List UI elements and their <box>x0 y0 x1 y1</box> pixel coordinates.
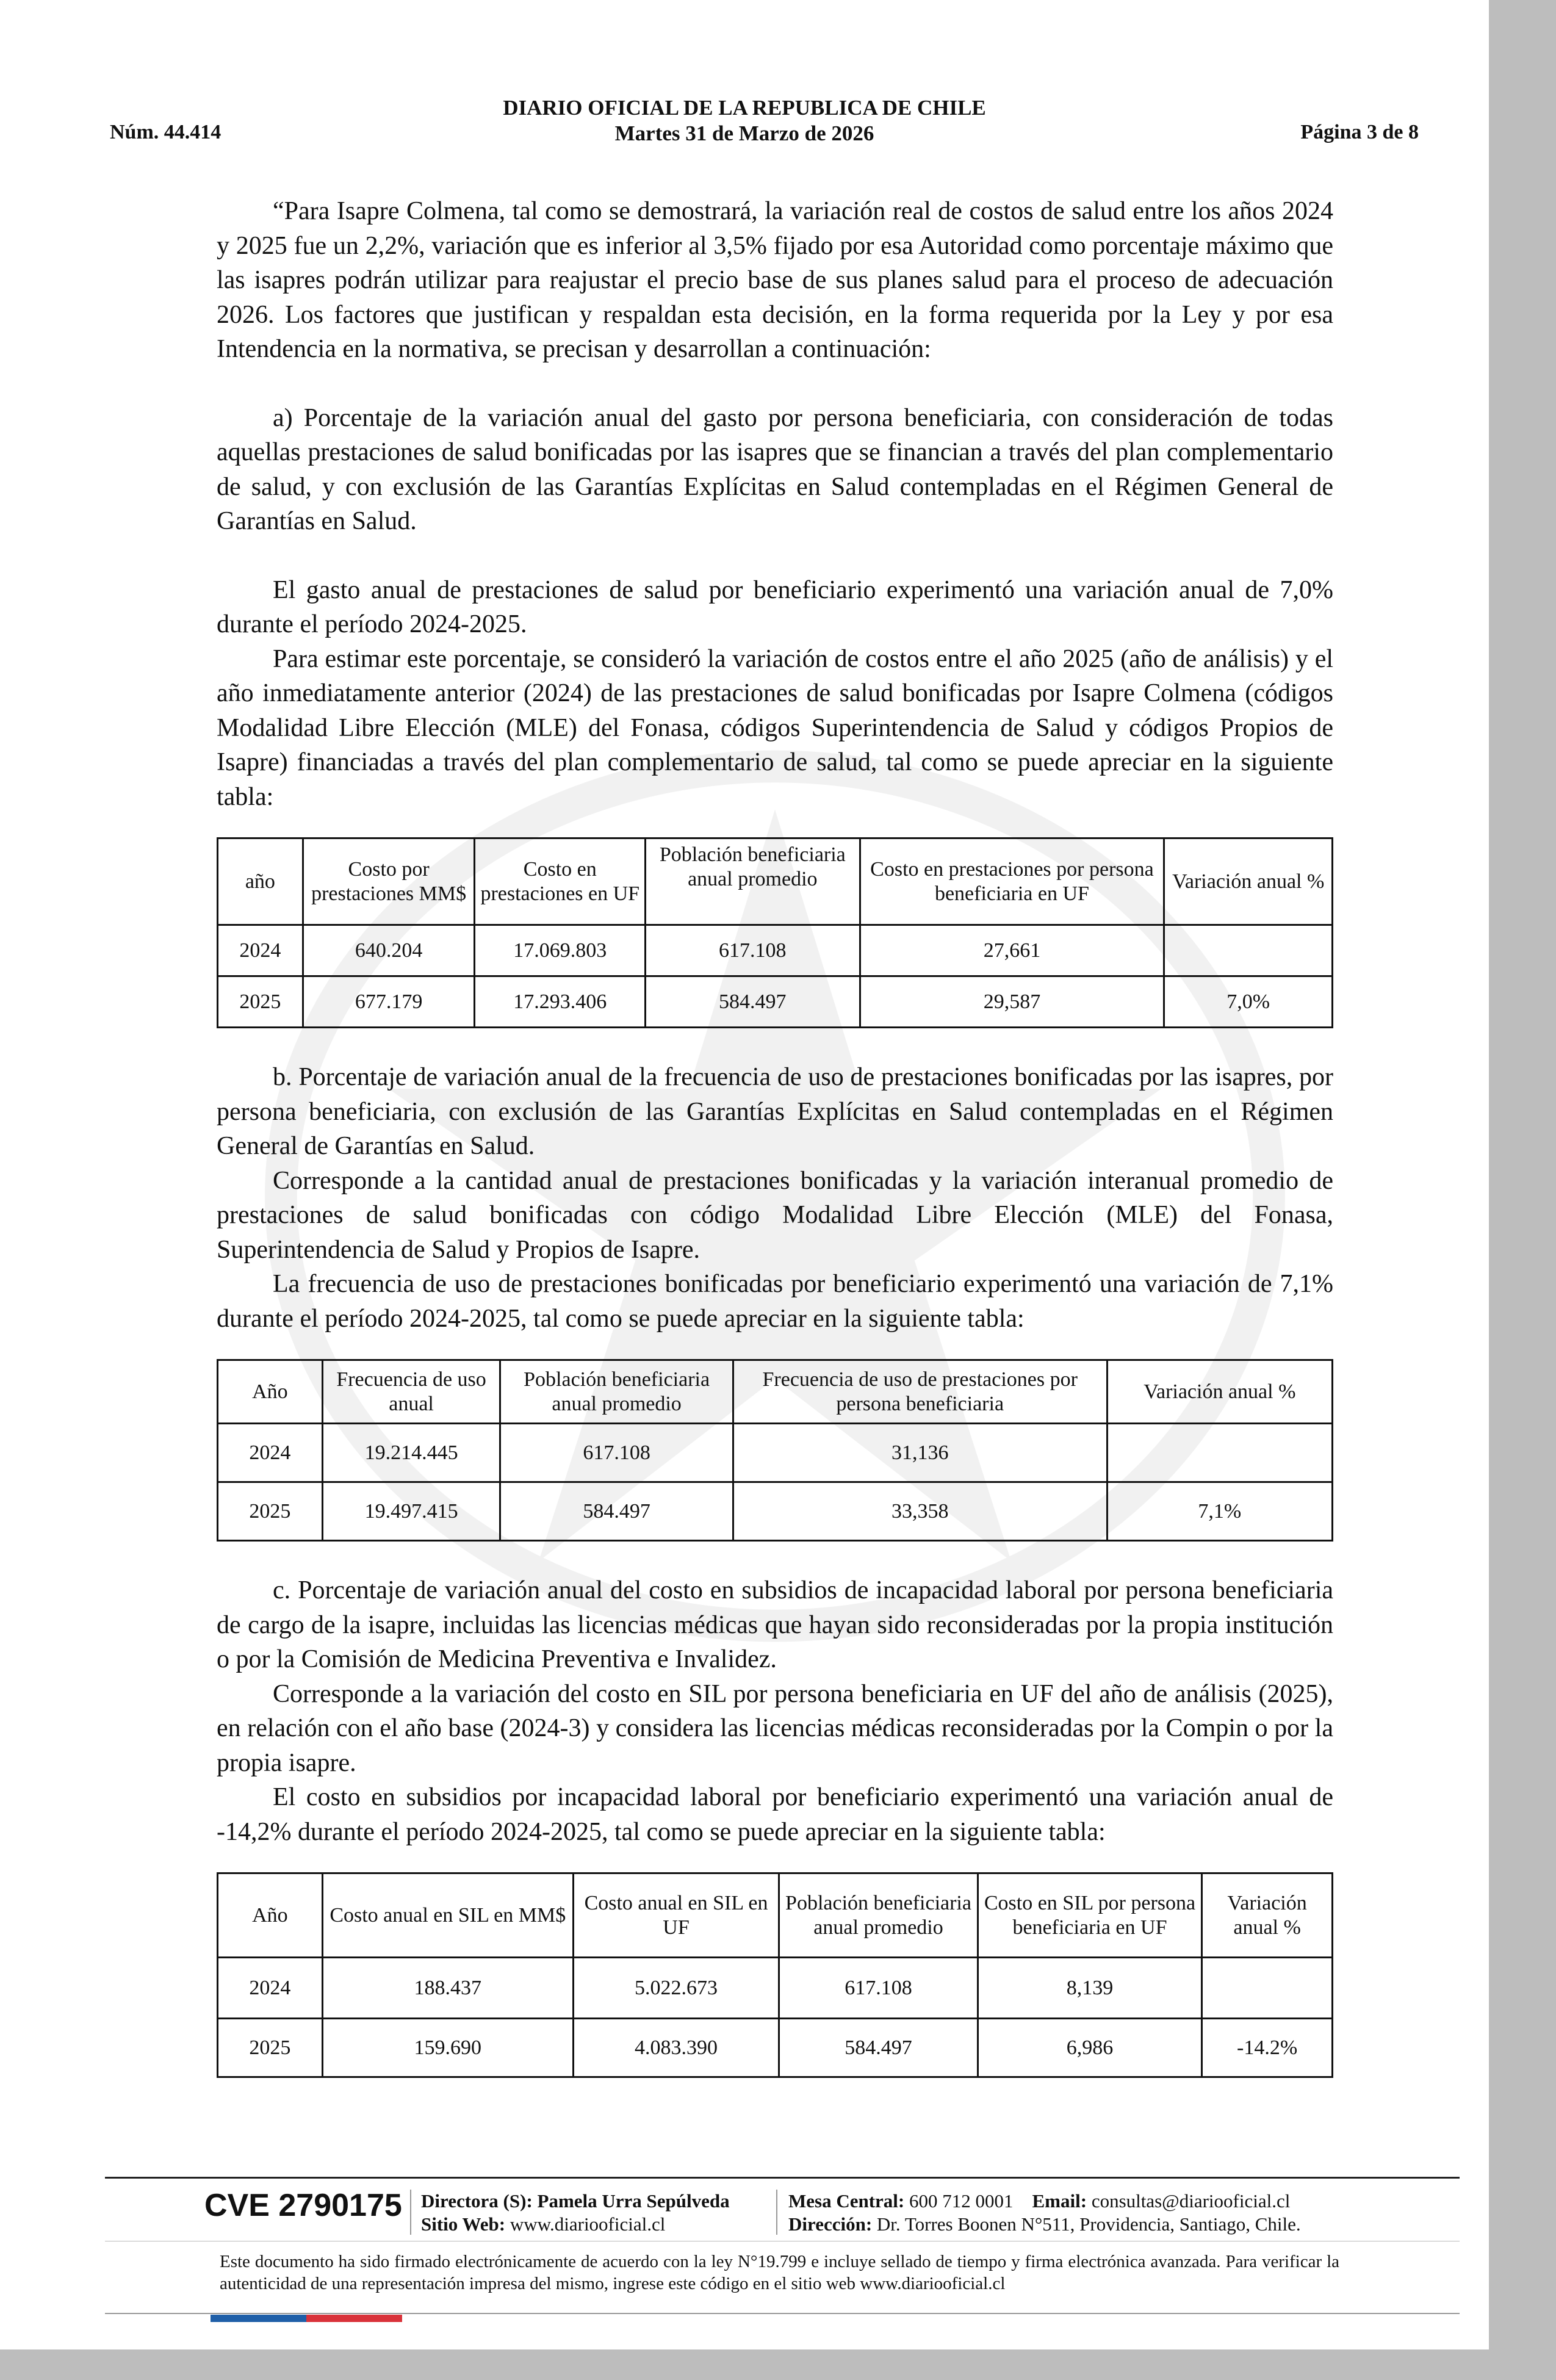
table-cell: 159.690 <box>322 2019 573 2077</box>
site-link[interactable]: www.diariooficial.cl <box>510 2213 666 2235</box>
table-cell: 27,661 <box>860 925 1164 976</box>
table-header: Costo en SIL por persona beneficiaria en UF <box>978 1873 1201 1958</box>
table-row <box>218 2019 1333 2077</box>
table-row <box>218 1958 1333 2019</box>
director-label: Directora (S): <box>421 2190 533 2212</box>
masthead <box>0 95 1489 146</box>
frequency-table <box>217 1359 1333 1542</box>
intro-paragraph: “Para Isapre Colmena, tal como se demostrará, la variación real de costos de salud entre los años 2024 y 2025 fue un 2,2%, variación que es inferior al 3,5% fijado por esa Autoridad como porcentaje máximo que las isapres podrán utilizar para reajustar el precio base de sus planes salud para el proceso de adecuación 2026. Los factores que justifican y respaldan esta decisión, en la forma requerida por la Ley y por esa Intendencia en la normativa, se precisan y desarrollan a continuación: <box>217 197 1333 363</box>
table-cell: 17.069.803 <box>475 925 646 976</box>
phone-label: Mesa Central: <box>788 2190 905 2212</box>
table-cell: 617.108 <box>500 1424 733 1482</box>
table-cell <box>1202 1958 1333 2019</box>
table-cell: 6,986 <box>978 2019 1201 2077</box>
table-header-row <box>218 1873 1333 1958</box>
address-label: Dirección: <box>788 2213 873 2235</box>
table-cell: 2024 <box>218 1424 323 1482</box>
footer-contact-block <box>788 2190 1301 2236</box>
section-a-paragraph-2: Para estimar este porcentaje, se consideró la variación de costos entre el año 2025 (año de análisis) y el año inmediatamente anterior (2024) de las prestaciones de salud bonificadas por Isapre Colmena (códigos Modalidad Libre Elección (MLE) del Fonasa, códigos Superintendencia de Salud y códigos Propios de Isapre) financiadas a través del plan complementario de salud, tal como se puede apreciar en la siguiente tabla: <box>217 644 1333 811</box>
table-header: Variación anual % <box>1202 1873 1333 1958</box>
table-header: Costo anual en SIL en UF <box>573 1873 779 1958</box>
table-header: Costo por prestaciones MM$ <box>303 838 475 925</box>
table-header-row <box>218 838 1333 925</box>
table-row <box>218 925 1333 976</box>
section-c-paragraph-2: El costo en subsidios por incapacidad laboral por beneficiario experimentó una variación anual de -14,2% durante el período 2024-2025, tal como se puede apreciar en la siguiente tabla: <box>217 1783 1333 1846</box>
section-b-title: b. Porcentaje de variación anual de la frecuencia de uso de prestaciones bonificadas por las isapres, por persona beneficiaria, con exclusión de las Garantías Explícitas en Salud contempladas en el Régimen General de Garantías en Salud. <box>217 1063 1333 1160</box>
section-c-title: c. Porcentaje de variación anual del costo en subsidios de incapacidad laboral por persona beneficiaria de cargo de la isapre, incluidas las licencias médicas que hayan sido reconsideradas por la propia institución o por la Comisión de Medicina Preventiva e Invalidez. <box>217 1576 1333 1673</box>
table-row <box>218 1482 1333 1541</box>
phone-value: 600 712 0001 <box>909 2190 1014 2212</box>
table-cell: 584.497 <box>779 2019 978 2077</box>
table-cell: 188.437 <box>322 1958 573 2019</box>
table-header: año <box>218 838 303 925</box>
table-cell <box>1164 925 1333 976</box>
table-header: Población beneficiaria anual promedio <box>646 838 860 925</box>
issue-number: Núm. 44.414 <box>110 121 222 143</box>
address-value: Dr. Torres Boonen N°511, Providencia, Santiago, Chile. <box>876 2213 1301 2235</box>
flag-stripe-blue <box>211 2315 306 2322</box>
table-cell: 677.179 <box>303 976 475 1028</box>
table-cell: 2024 <box>218 1958 323 2019</box>
table-header: Variación anual % <box>1107 1360 1332 1424</box>
table-header: Costo en prestaciones por persona beneficiaria en UF <box>860 838 1164 925</box>
email-label: Email: <box>1032 2190 1087 2212</box>
section-a-title: a) Porcentaje de la variación anual del gasto por persona beneficiaria, con consideración de todas aquellas prestaciones de salud bonificadas por las isapres que se financian a través del plan complementario de salud, y con exclusión de las Garantías Explícitas en Salud contempladas en el Régimen General de Garantías en Salud. <box>217 403 1333 535</box>
site-label: Sitio Web: <box>421 2213 506 2235</box>
table-cell: 17.293.406 <box>475 976 646 1028</box>
table-cell: 2024 <box>218 925 303 976</box>
table-header-row <box>218 1360 1333 1424</box>
table-cell: 29,587 <box>860 976 1164 1028</box>
table-header: Costo en prestaciones en UF <box>475 838 646 925</box>
flag-stripe-red <box>306 2315 402 2322</box>
section-b-paragraph-1: Corresponde a la cantidad anual de prestaciones bonificadas y la variación interanual promedio de prestaciones de salud bonificadas con código Modalidad Libre Elección (MLE) del Fonasa, Superintendencia de Salud y Propios de Isapre. <box>217 1166 1333 1264</box>
table-row <box>218 976 1333 1028</box>
table-header: Variación anual % <box>1164 838 1333 925</box>
page-number: Página 3 de 8 <box>1300 121 1419 143</box>
table-cell: -14.2% <box>1202 2019 1333 2077</box>
table-cell: 2025 <box>218 976 303 1028</box>
table-cell: 19.214.445 <box>322 1424 500 1482</box>
table-header: Año <box>218 1360 323 1424</box>
email-link[interactable]: consultas@diariooficial.cl <box>1091 2190 1291 2212</box>
table-cell: 8,139 <box>978 1958 1201 2019</box>
table-header: Costo anual en SIL en MM$ <box>322 1873 573 1958</box>
footer-top-rule <box>105 2177 1460 2179</box>
footer-separator <box>410 2190 411 2235</box>
table-cell: 584.497 <box>646 976 860 1028</box>
table-header: Frecuencia de uso de prestaciones por persona beneficiaria <box>733 1360 1107 1424</box>
cost-table <box>217 837 1333 1028</box>
footer-bottom-rule <box>105 2313 1460 2314</box>
section-c-paragraph-1: Corresponde a la variación del costo en SIL por persona beneficiaria en UF del año de análisis (2025), en relación con el año base (2024-3) y considera las licencias médicas reconsideradas por la Compin o por la propia isapre. <box>217 1679 1333 1777</box>
footer-director-block <box>421 2190 730 2236</box>
table-cell: 7,0% <box>1164 976 1333 1028</box>
issue-date: Martes 31 de Marzo de 2026 <box>614 121 874 145</box>
sil-table <box>217 1872 1333 2078</box>
table-cell: 33,358 <box>733 1482 1107 1541</box>
section-a-paragraph-1: El gasto anual de prestaciones de salud por beneficiario experimentó una variación anual de 7,0% durante el período 2024-2025. <box>217 575 1333 638</box>
table-row <box>218 1424 1333 1482</box>
section-b-paragraph-2: La frecuencia de uso de prestaciones bonificadas por beneficiario experimentó una variación de 7,1% durante el período 2024-2025, tal como se puede apreciar en la siguiente tabla: <box>217 1270 1333 1333</box>
director-name: Pamela Urra Sepúlveda <box>537 2190 730 2212</box>
table-cell: 4.083.390 <box>573 2019 779 2077</box>
table-cell: 584.497 <box>500 1482 733 1541</box>
table-cell: 19.497.415 <box>322 1482 500 1541</box>
table-cell: 640.204 <box>303 925 475 976</box>
legal-notice: Este documento ha sido firmado electrónicamente de acuerdo con la ley N°19.799 e incluye sellado de tiempo y firma electrónica avanzada. Para verificar la autenticidad de una representación impresa del mismo, ingrese este código en el sitio web www.diariooficial.cl <box>220 2252 1339 2293</box>
table-cell: 5.022.673 <box>573 1958 779 2019</box>
table-header: Población beneficiaria anual promedio <box>779 1873 978 1958</box>
document-body <box>217 194 1333 2078</box>
table-cell: 617.108 <box>646 925 860 976</box>
table-cell: 2025 <box>218 2019 323 2077</box>
newspaper-title: DIARIO OFICIAL DE LA REPUBLICA DE CHILE <box>503 96 986 120</box>
table-cell: 7,1% <box>1107 1482 1332 1541</box>
table-header: Año <box>218 1873 323 1958</box>
cve-code: CVE 2790175 <box>204 2188 402 2223</box>
footer-separator <box>776 2190 777 2235</box>
table-cell: 2025 <box>218 1482 323 1541</box>
table-header: Población beneficiaria anual promedio <box>500 1360 733 1424</box>
table-cell <box>1107 1424 1332 1482</box>
table-cell: 31,136 <box>733 1424 1107 1482</box>
table-header: Frecuencia de uso anual <box>322 1360 500 1424</box>
table-cell: 617.108 <box>779 1958 978 2019</box>
